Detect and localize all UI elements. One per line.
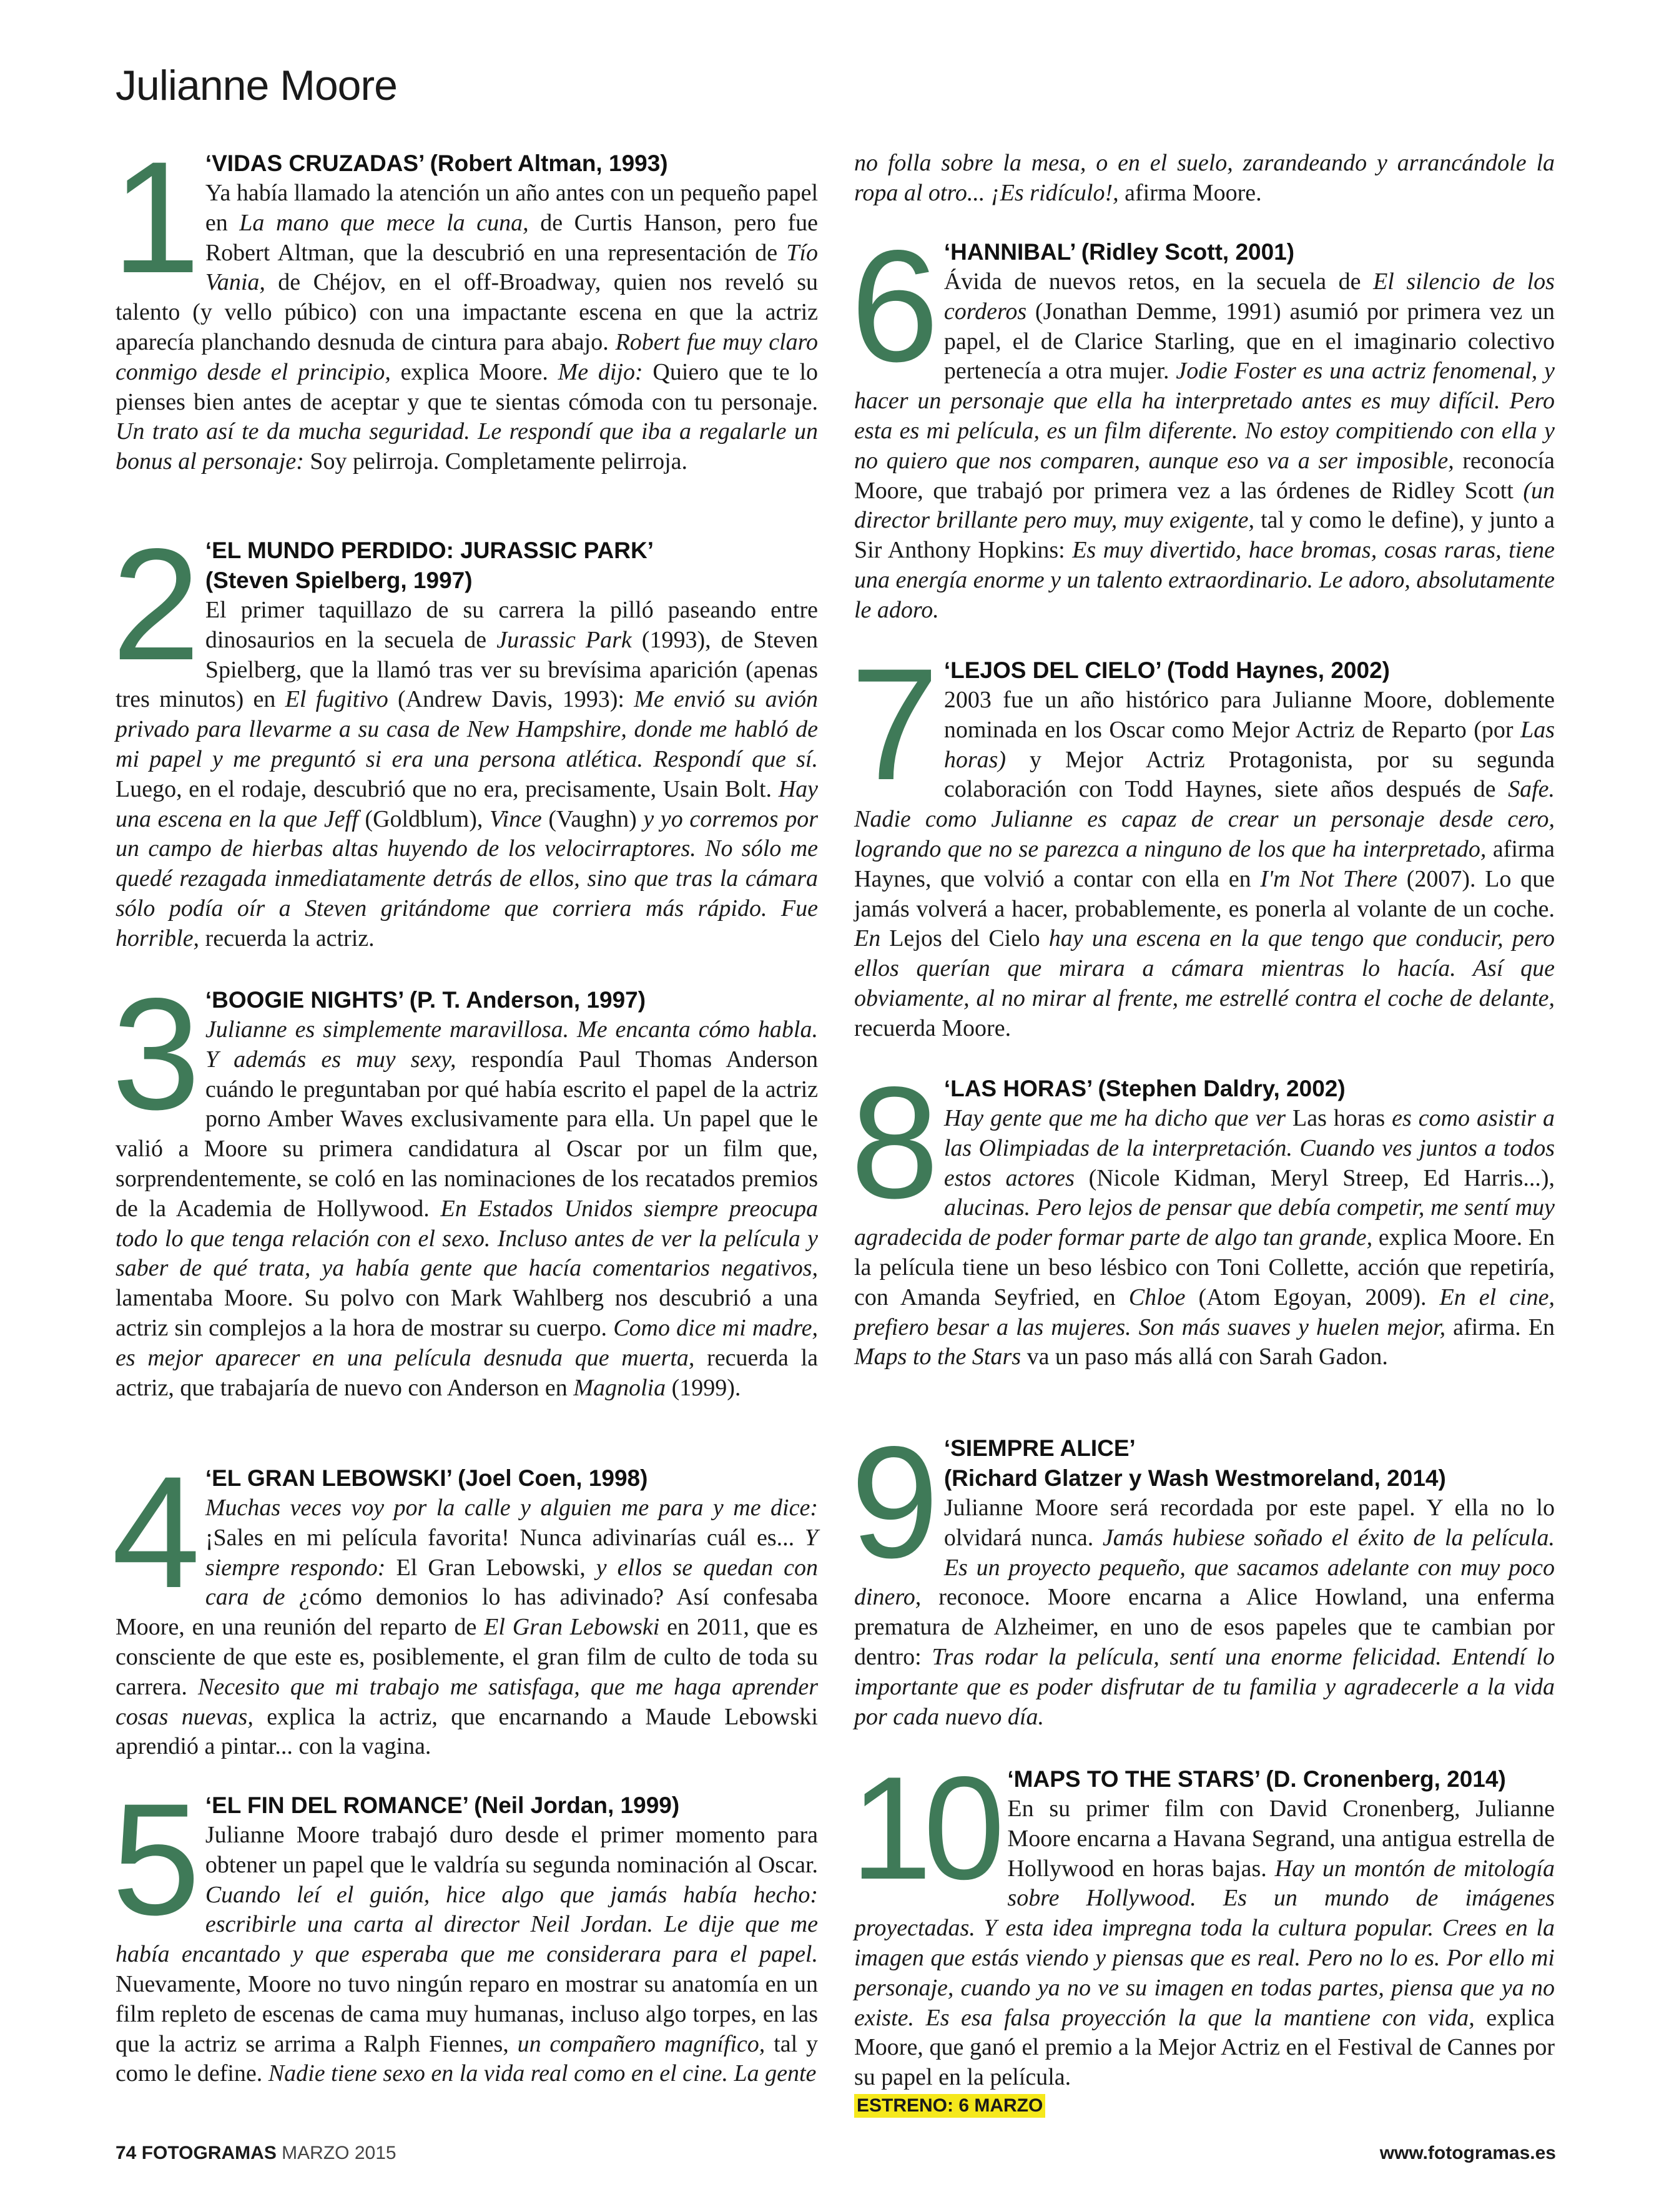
- entry-4: [112, 1443, 819, 1762]
- text-run: Un trato así te da mucha seguridad. Le respondí que iba a regalarle un bonus al personaje:: [116, 418, 818, 475]
- entry-body: [116, 1821, 818, 2089]
- text-run: La mano que mece la cuna,: [239, 209, 529, 236]
- text-run: Ya había llamado la atención un año antes con un pequeño papel en: [205, 180, 818, 236]
- text-run: (1993), de Steven Spielberg, que la llamó tras ver su brevísima aparición (apenas tres minutos) en: [116, 626, 818, 713]
- entry-heading: ‘EL FIN DEL ROMANCE’ (Neil Jordan, 1999): [205, 1792, 680, 1818]
- text-run: y Mejor Actriz Protagonista, por su segunda colaboración con Todd Haynes, siete años después de: [943, 746, 1555, 803]
- footer-left: [116, 2143, 396, 2164]
- text-run: explica Moore. En la película tiene un beso lésbico con Toni Collette, acción que repetiría, con Amanda Seyfried, en: [854, 1224, 1555, 1310]
- entry-body: [854, 1493, 1555, 1732]
- text-run: Jodie Foster es una actriz fenomenal, y hacer un personaje que ella ha interpretado antes es muy difícil. Pero esta es mi película, es un film diferente. No estoy compitiendo con ella y no quiero que nos comparen, aunque eso va a ser imposible,: [854, 358, 1555, 474]
- text-run: Me envió su avión privado para llevarme a su casa de New Hampshire, donde me habló de mi papel y me preguntó si era una persona atlética. Respondí que sí.: [116, 686, 818, 772]
- text-run: Tras rodar la película, sentí una enorme felicidad. Entendí lo importante que es poder disfrutar de tu familia y agradecerle a la vida por cada nuevo día.: [854, 1643, 1555, 1730]
- text-run: (2007). Lo que jamás volverá a hacer, probablemente, es ponerla al volante de un coche.: [854, 865, 1555, 922]
- text-run: en 2011, que es consciente de que este es, posiblemente, el gran film de culto de toda su carrera.: [116, 1614, 819, 1700]
- text-run: En su primer film con David Cronenberg, Julianne Moore encarna a Havana Segrand, una antigua estrella de Hollywood en horas bajas.: [1007, 1796, 1555, 1882]
- text-run: afirma Moore.: [1118, 179, 1262, 206]
- text-run: Soy pelirroja. Completamente pelirroja.: [303, 448, 688, 475]
- text-run: recuerda la actriz, que trabajaría de nuevo con Anderson en: [116, 1344, 818, 1401]
- text-run: afirma Haynes, que volvió a contar con ella en: [854, 835, 1555, 892]
- text-run: I'm Not There: [1260, 865, 1398, 892]
- text-run: alucinas. Pero lejos de pensar que debía competir, me sentí muy agradecida de poder formar parte de algo tan grande,: [854, 1194, 1555, 1251]
- drop-number: 5: [112, 1771, 192, 1949]
- text-run: hay una escena en la que tengo que conducir, pero ellos querían que mirara a cámara mientras lo hacía. Así que obviamente, al no mirar al frente, me estrellé contra el coche de delante,: [854, 925, 1555, 1011]
- drop-number: 8: [850, 1054, 930, 1232]
- text-run: Jamás hubiese soñado el éxito de la película. Es un proyecto pequeño, que sacamos adelante con muy poco dinero,: [854, 1524, 1555, 1611]
- text-run: de Curtis Hanson, pero fue Robert Altman, que la descubrió en una representación de: [205, 209, 818, 266]
- entry-1: [112, 129, 819, 477]
- text-run: de Chéjov, en el off-Broadway, quien nos reveló su talento (y vello púbico) con una impactante escena en que la actriz aparecía planchando desnuda de cintura para abajo.: [116, 269, 818, 355]
- text-run: va un paso más allá con Sarah Gadon.: [1021, 1344, 1388, 1370]
- text-run: 2003 fue un año histórico para Julianne Moore, doblemente nominada en los Oscar como Mejor Actriz de Reparto (por: [943, 687, 1555, 743]
- text-run: ¿cómo demonios lo has adivinado? Así confesaba Moore, en una reunión del reparto de: [116, 1584, 818, 1641]
- text-run: un compañero magnífico,: [517, 2030, 766, 2057]
- text-run: Hay una escena en la que Jeff: [116, 775, 818, 832]
- entry-heading-credit: (Steven Spielberg, 1997): [205, 568, 473, 593]
- entry-6: [850, 217, 1555, 626]
- entry-body: [116, 1015, 818, 1403]
- text-run: respondía Paul Thomas Anderson cuándo le preguntaban por qué había escrito el papel de la actriz porno Amber Waves exclusivamente para ella. Un papel que le valió a Moore su primera candidatura al Oscar por un film que, sorprendentemente, se coló en las nominaciones de los recatados premios de la Academia de Hollywood.: [116, 1046, 818, 1222]
- text-run: Como dice mi madre, es mejor aparecer en una película desnuda que muerta,: [116, 1314, 819, 1371]
- drop-number: 3: [112, 965, 192, 1143]
- text-run: ¡Sales en mi película favorita! Nunca adivinarías cuál es...: [205, 1524, 805, 1551]
- text-run: Las horas): [943, 716, 1555, 773]
- entry-body-continued: [854, 149, 1555, 209]
- text-run: Las horas: [1286, 1105, 1392, 1131]
- entry-heading: ‘SIEMPRE ALICE’: [943, 1435, 1136, 1461]
- text-run: Necesito que mi trabajo me satisfaga, que me haga aprender cosas nuevas,: [116, 1673, 818, 1730]
- text-run: Julianne Moore será recordada por este papel. Y ella no lo olvidará nunca.: [943, 1495, 1555, 1551]
- entry-heading: ‘LEJOS DEL CIELO’ (Todd Haynes, 2002): [943, 657, 1390, 683]
- drop-number: 2: [112, 516, 192, 694]
- issue-date: MARZO 2015: [282, 2143, 396, 2163]
- text-run: (Jonathan Demme, 1991) asumió por primera vez un papel, el de Clarice Starling, que en el imaginario colectivo pertenecía a otra mujer.: [943, 298, 1555, 385]
- entry-heading: ‘EL GRAN LEBOWSKI’ (Joel Coen, 1998): [205, 1465, 648, 1491]
- text-run: Lejos del Cielo: [880, 925, 1049, 952]
- entry-body: [116, 1493, 818, 1762]
- text-run: y yo corremos por un campo de hierbas altas huyendo de los velocirraptores. No sólo me quedé rezagada inmediatamente detrás de ellos, sino que tras la cámara sólo podía oír a Steven gritándome que corriera más rápido. Fue horrible,: [116, 805, 819, 951]
- entry-heading: ‘BOOGIE NIGHTS’ (P. T. Anderson, 1997): [205, 987, 646, 1013]
- text-run: reconoce. Moore encarna a Alice Howland, una enferma prematura de Alzheimer, en uno de esos papeles que te cambian por dentro:: [854, 1584, 1555, 1670]
- page-title: Julianne Moore: [116, 62, 397, 109]
- drop-number: 7: [850, 636, 930, 814]
- text-run: En Estados Unidos siempre preocupa todo lo que tenga relación con el sexo. Incluso antes de ver la película y saber de qué trata, ya había gente que hacía comentarios negativos,: [116, 1195, 818, 1282]
- text-run: En: [854, 925, 881, 952]
- drop-number: 4: [112, 1443, 192, 1621]
- text-run: explica la actriz, que encarnando a Maude Lebowski aprendió a pintar... con la vagina.: [116, 1703, 818, 1760]
- text-run: tal y como le define), y junto a Sir Anthony Hopkins:: [854, 507, 1555, 564]
- text-run: Robert fue muy claro conmigo desde el principio,: [116, 328, 819, 385]
- page-number: 74: [116, 2143, 137, 2163]
- entry-2: [112, 516, 819, 954]
- footer-right: [1380, 2143, 1556, 2164]
- text-run: (1999).: [666, 1374, 741, 1401]
- text-run: El Gran Lebowski: [484, 1614, 660, 1641]
- text-run: (Nicole Kidman, Meryl Streep, Ed Harris...),: [1074, 1164, 1555, 1191]
- text-run: Maps to the Stars: [854, 1344, 1021, 1370]
- website-link[interactable]: www.fotogramas.es: [1379, 2143, 1556, 2163]
- text-run: Magnolia: [573, 1374, 666, 1401]
- entry-8: [850, 1054, 1555, 1372]
- text-run: Es muy divertido, hace bromas, cosas raras, tiene una energía enorme y un talento extraordinario. Le adoro, absolutamente le adoro.: [854, 537, 1555, 623]
- text-run: recuerda la actriz.: [199, 925, 375, 951]
- text-run: Tío Vania,: [205, 239, 818, 296]
- text-run: Vince: [490, 805, 542, 832]
- text-run: Luego, en el rodaje, descubrió que no era, precisamente, Usain Bolt.: [116, 775, 779, 802]
- text-run: (Andrew Davis, 1993):: [388, 686, 634, 713]
- entry-body: [854, 686, 1555, 1044]
- entry-heading-credit: (Richard Glatzer y Wash Westmoreland, 2014): [943, 1465, 1446, 1491]
- entry-9: [850, 1413, 1555, 1732]
- text-run: y ellos se quedan con cara de: [205, 1554, 818, 1611]
- entry-body: [116, 179, 818, 477]
- text-run: Ávida de nuevos retos, en la secuela de: [943, 268, 1374, 295]
- text-run: afirma. En: [1445, 1314, 1555, 1340]
- text-run: Hay gente que me ha dicho que ver: [943, 1105, 1286, 1131]
- text-run: tal y como le define.: [116, 2030, 818, 2087]
- entry-heading: ‘HANNIBAL’ (Ridley Scott, 2001): [943, 239, 1295, 265]
- text-run: Nuevamente, Moore no tuvo ningún reparo en mostrar su anatomía en un film repleto de escenas de cama muy humanas, incluso algo torpes, en las que la actriz se arrima a Ralph Fiennes,: [116, 1970, 818, 2057]
- entry-heading: ‘EL MUNDO PERDIDO: JURASSIC PARK’: [205, 538, 654, 563]
- text-run: (Atom Egoyan, 2009).: [1185, 1284, 1440, 1310]
- entry-5: [112, 1771, 818, 2089]
- entry-5-continued: [854, 149, 1555, 209]
- text-run: Me dijo:: [558, 358, 643, 385]
- text-run: (Goldblum),: [358, 805, 490, 832]
- entry-heading: ‘VIDAS CRUZADAS’ (Robert Altman, 1993): [205, 150, 668, 176]
- drop-number: 10: [850, 1746, 997, 1910]
- entry-3: [112, 965, 819, 1403]
- text-run: El silencio de los corderos: [943, 268, 1555, 325]
- text-run: explica Moore.: [390, 358, 558, 385]
- text-run: Cuando leí el guión, hice algo que jamás había hecho: escribirle una carta al director Neil Jordan. Le dije que me había encantado y que esperaba que me considerara para el papel.: [116, 1881, 818, 1968]
- text-run: Chloe: [1128, 1284, 1186, 1310]
- text-run: El primer taquillazo de su carrera la pilló paseando entre dinosaurios en la secuela de: [205, 597, 818, 653]
- magazine-name: FOTOGRAMAS: [141, 2143, 277, 2163]
- text-run: no folla sobre la mesa, o en el suelo, zarandeando y arrancándole la ropa al otro... ¡Es ridículo!,: [854, 150, 1555, 206]
- text-run: Jurassic Park: [496, 626, 632, 653]
- text-run: Hay un montón de mitología sobre Hollywood. Es un mundo de imágenes proyectadas. Y esta idea impregna toda la cultura popular. Crees en la imagen que estás viendo y piensas que es real. Pero no lo es. Por ello mi personaje, cuando ya no ve su imagen en todas partes, piensa que ya no existe. Es esa falsa proyección la que la mantiene con vida,: [854, 1855, 1555, 2031]
- entry-heading: ‘MAPS TO THE STARS’ (D. Cronenberg, 2014): [1007, 1766, 1506, 1792]
- text-run: El Gran Lebowski,: [385, 1554, 596, 1581]
- text-run: recuerda Moore.: [854, 1015, 1012, 1041]
- text-run: El fugitivo: [285, 686, 388, 713]
- entry-heading: ‘LAS HORAS’ (Stephen Daldry, 2002): [943, 1076, 1346, 1101]
- drop-number: 9: [850, 1413, 930, 1591]
- text-run: Julianne es simplemente maravillosa. Me encanta cómo habla. Y además es muy sexy,: [205, 1016, 818, 1073]
- text-run: Quiero que te lo pienses bien antes de aceptar y que te sientas cómoda con tu personaje.: [116, 358, 819, 415]
- release-date-badge: ESTRENO: 6 MARZO: [854, 2094, 1045, 2118]
- entry-7: [850, 636, 1555, 1044]
- text-run: (Vaughn): [541, 805, 644, 832]
- text-run: Nadie tiene sexo en la vida real como en el cine. La gente: [268, 2060, 817, 2087]
- text-run: Julianne Moore trabajó duro desde el primer momento para obtener un papel que le valdría su segunda nominación al Oscar.: [205, 1822, 818, 1878]
- entry-10: [850, 1746, 1555, 2118]
- text-run: En el cine, prefiero besar a las mujeres. Son más suaves y huelen mejor,: [854, 1284, 1555, 1340]
- drop-number: 1: [112, 129, 192, 307]
- text-run: explica Moore, que ganó el premio a la Mejor Actriz en el Festival de Cannes por su papel en la película.: [854, 2004, 1555, 2091]
- entry-body: [854, 1104, 1555, 1372]
- text-run: (un director brillante pero muy, muy exigente,: [854, 477, 1555, 534]
- entry-body: [116, 596, 818, 954]
- text-run: lamentaba Moore. Su polvo con Mark Wahlberg nos descubrió a una actriz sin complejos a la hora de mostrar su cuerpo.: [116, 1285, 818, 1341]
- entry-body: [854, 267, 1555, 626]
- drop-number: 6: [850, 217, 930, 395]
- text-run: Muchas veces voy por la calle y alguien me para y me dice:: [205, 1495, 818, 1521]
- text-run: es como asistir a las Olimpiadas de la interpretación. Cuando ves juntos a todos estos actores: [943, 1105, 1555, 1191]
- text-run: Y siempre respondo:: [205, 1524, 818, 1581]
- text-run: Safe. Nadie como Julianne es capaz de crear un personaje desde cero, logrando que no se parezca a ninguno de los que ha interpretado,: [854, 776, 1555, 862]
- text-run: reconocía Moore, que trabajó por primera vez a las órdenes de Ridley Scott: [854, 447, 1555, 504]
